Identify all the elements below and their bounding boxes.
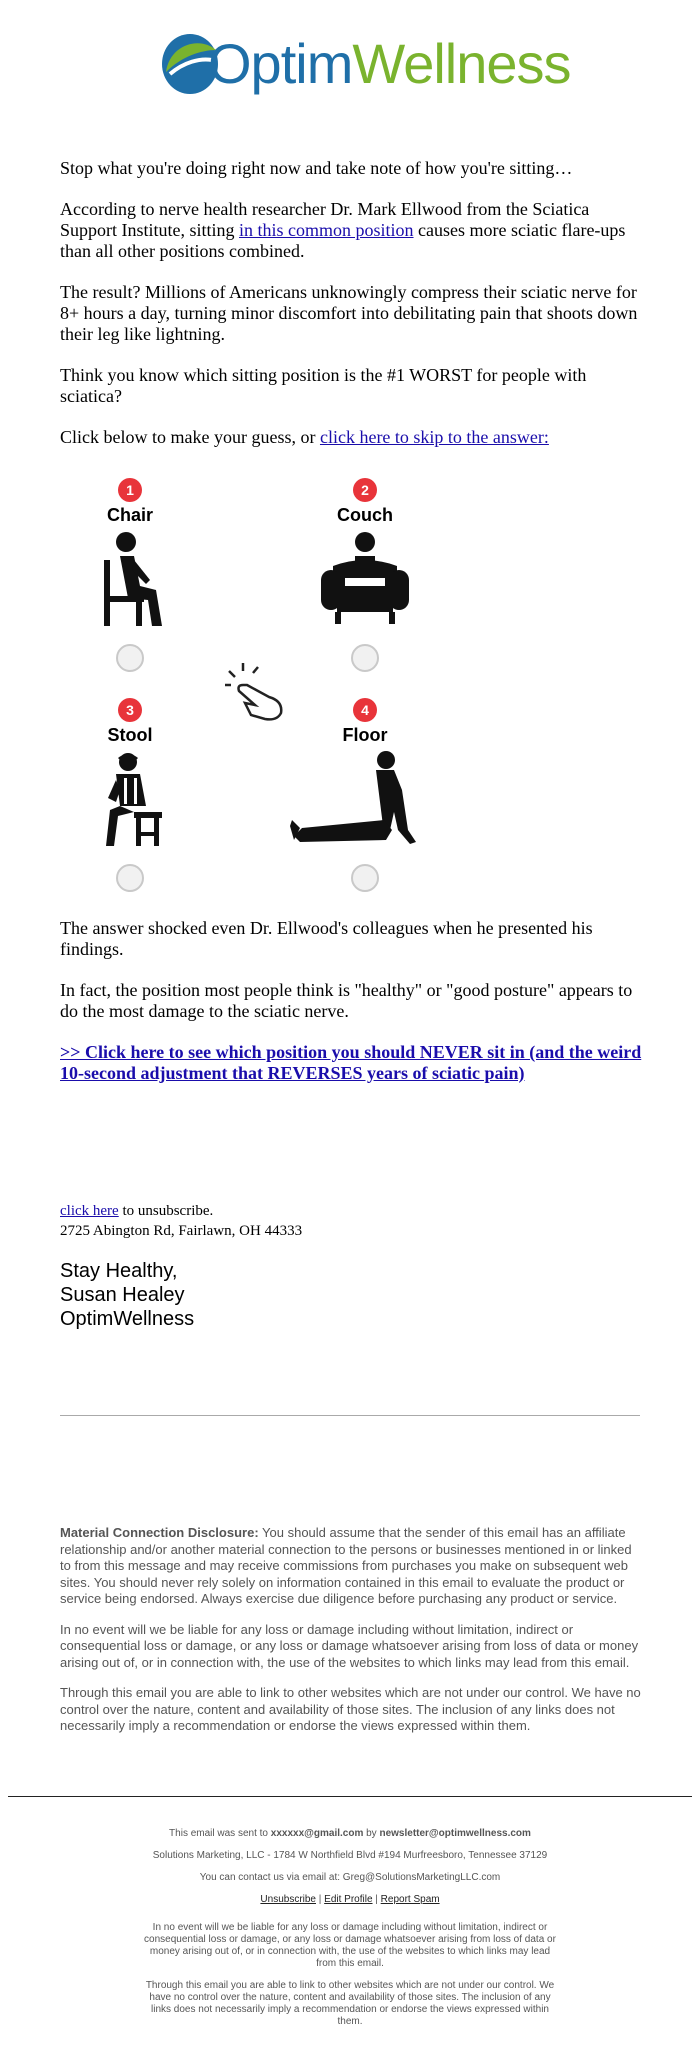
chair-sitting-icon [90, 530, 170, 630]
external-links-paragraph: Through this email you are able to link to other websites which are not under our control. We have no control over the nature, content and availability of those sites. The inclusion of any links does not necessarily imply a recommendation or endorse the views expressed within them. [60, 1685, 641, 1733]
divider [60, 1415, 640, 1416]
option-radio-chair[interactable] [116, 644, 144, 672]
logo-text-wellness: Wellness [352, 32, 571, 95]
company-address: Solutions Marketing, LLC - 1784 W Northfield Blvd #194 Murfreesboro, Tennessee 37129 [152, 1850, 548, 1861]
floor-sitting-icon [290, 750, 440, 850]
report-spam-link[interactable]: Report Spam [380, 1894, 440, 1905]
option-label: Stool [107, 725, 153, 745]
common-position-link[interactable]: in this common position [239, 220, 414, 240]
stool-sitting-icon [90, 750, 170, 850]
logo-wordmark [208, 26, 571, 102]
couch-sitting-icon [315, 530, 415, 630]
option-radio-stool[interactable] [116, 864, 144, 892]
intro-paragraph-5: Click below to make your guess, or click here to skip to the answer: [60, 427, 549, 447]
position-quiz [60, 468, 480, 898]
body-paragraph-1: The answer shocked even Dr. Ellwood's colleagues when he presented his findings. [60, 918, 593, 959]
brand-logo [160, 26, 571, 102]
intro-paragraph-2: According to nerve health researcher Dr. Mark Ellwood from the Sciatica Support Institute, sitting in this common position causes more sciatic flare-ups than all other positions combined. [60, 199, 626, 261]
mailing-address: 2725 Abington Rd, Fairlawn, OH 44333 [60, 1223, 303, 1239]
material-connection-disclosure: Material Connection Disclosure: You should assume that the sender of this email has an affiliate relationship and/or another material connection to the persons or businesses mentioned in or linked to from this message and may receive commissions from purchases you make on subsequent web sites. You should never rely solely on information contained in this email to evaluate the product or service being endorsed. Always exercise due diligence before purchasing any product or service. [60, 1525, 632, 1606]
option-radio-couch[interactable] [351, 644, 379, 672]
option-radio-floor[interactable] [351, 864, 379, 892]
option-number-badge: 3 [118, 698, 142, 722]
option-number-badge: 2 [353, 478, 377, 502]
unsubscribe-block: click here to unsubscribe. 2725 Abington Rd, Fairlawn, OH 44333 [60, 1203, 303, 1239]
skip-to-answer-link[interactable]: click here to skip to the answer: [319, 427, 549, 447]
liability-paragraph: In no event will we be liable for any loss or damage including without limitation, indirect or consequential loss or damage, or any loss or damage whatsoever arising from loss of data or money arising out of, or in connection with, the use of the websites to which links may lead from this email. [60, 1621, 639, 1670]
intro-paragraph-1: Stop what you're doing right now and take note of how you're sitting… [60, 158, 573, 178]
intro-paragraph-3: The result? Millions of Americans unknowingly compress their sciatic nerve for 8+ hours a day, turning minor discomfort into debilitating pain that shoots down their leg like lightning. [60, 282, 638, 344]
option-label: Couch [337, 505, 393, 525]
intro-paragraph-4: Think you know which sitting position is the #1 WORST for people with sciatica? [60, 365, 587, 406]
quiz-option-chair[interactable] [60, 478, 200, 672]
option-number-badge: 4 [353, 698, 377, 722]
quiz-option-couch[interactable] [295, 478, 435, 672]
footer-unsubscribe-link[interactable]: Unsubscribe [260, 1894, 316, 1905]
quiz-option-floor[interactable] [285, 698, 445, 892]
footer-links: Unsubscribe | Edit Profile | Report Spam [260, 1894, 440, 1905]
contact-line: You can contact us via email at: Greg@SolutionsMarketingLLC.com [199, 1872, 501, 1883]
option-number-badge: 1 [118, 478, 142, 502]
reveal-position-link[interactable]: >> Click here to see which position you should NEVER sit in (and the weird 10-second adjustment that REVERSES years of sciatic pain) [60, 1042, 642, 1083]
email-footer [140, 1828, 560, 2038]
option-label: Floor [342, 725, 388, 745]
footer-divider [8, 1796, 692, 1797]
sent-to-line: This email was sent to xxxxxx@gmail.com by newsletter@optimwellness.com [169, 1828, 531, 1839]
unsubscribe-link[interactable]: click here [60, 1203, 119, 1219]
body-paragraph-2: In fact, the position most people think is "healthy" or "good posture" appears to do the most damage to the sciatic nerve. [60, 980, 633, 1021]
edit-profile-link[interactable]: Edit Profile [324, 1894, 373, 1905]
signoff: Stay Healthy, Susan Healey OptimWellness [60, 1260, 195, 1330]
option-label: Chair [106, 505, 153, 525]
quiz-option-stool[interactable] [60, 698, 200, 892]
disclosure-section [60, 1525, 645, 1749]
footer-external-links: Through this email you are able to link to other websites which are not under our control. We have no control over the nature, content and availability of those sites. The inclusion of any links does not necessarily imply a recommendation or endorse the views expressed within them. [145, 1980, 555, 2027]
logo-text-optim: Optim [208, 32, 353, 95]
footer-liability: In no event will we be liable for any loss or damage including without limitation, indirect or consequential loss or damage, or any loss or damage whatsoever arising from loss of data or money arising out of, or in connection with, the use of the websites to which links may lead from this email. [144, 1922, 556, 1969]
cta-paragraph [60, 1042, 646, 1084]
